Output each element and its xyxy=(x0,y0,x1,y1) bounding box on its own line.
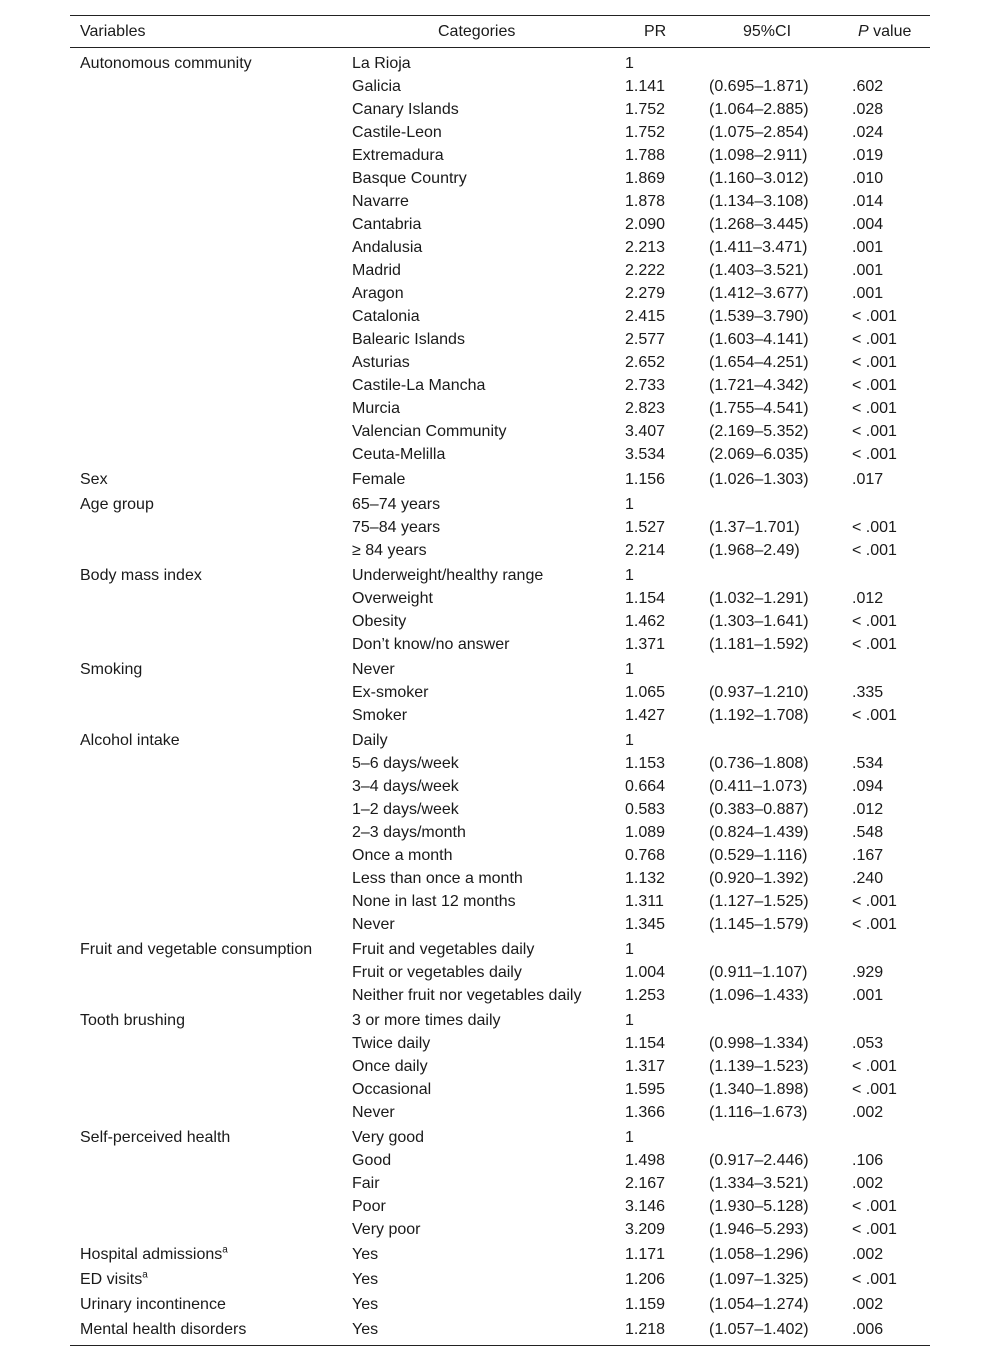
table-row xyxy=(70,167,930,190)
results-table xyxy=(70,15,930,1346)
category-cell: Yes xyxy=(352,1246,379,1263)
pr-cell: 1.171 xyxy=(625,1246,666,1263)
ci-cell: (1.968–2.49) xyxy=(709,542,800,559)
pr-cell: 1.752 xyxy=(625,101,666,118)
category-cell: Castile-La Mancha xyxy=(352,377,486,394)
pr-cell: 1.154 xyxy=(625,590,666,607)
category-cell: Fruit and vegetables daily xyxy=(352,941,535,958)
ci-cell: (1.054–1.274) xyxy=(709,1296,809,1313)
footnote-marker: a xyxy=(142,1269,148,1281)
p-value-cell: < .001 xyxy=(852,423,897,440)
variable-cell xyxy=(80,1293,226,1316)
table-row xyxy=(70,704,930,727)
p-value-cell: .001 xyxy=(852,262,884,279)
category-cell: 5–6 days/week xyxy=(352,755,459,772)
table-row xyxy=(70,844,930,867)
table-row xyxy=(70,144,930,167)
pr-cell: 1.366 xyxy=(625,1104,666,1121)
pr-cell: 1.498 xyxy=(625,1152,666,1169)
pr-cell: 2.214 xyxy=(625,542,666,559)
pr-cell: 2.415 xyxy=(625,308,666,325)
variable-label: Body mass index xyxy=(80,567,202,584)
table-row xyxy=(70,351,930,374)
ci-cell: (0.529–1.116) xyxy=(709,847,808,864)
p-value-cell: .929 xyxy=(852,964,884,981)
pr-cell: 1.004 xyxy=(625,964,666,981)
variable-label: ED visits xyxy=(80,1271,143,1288)
category-cell: Once daily xyxy=(352,1058,428,1075)
table-row xyxy=(70,397,930,420)
table-row xyxy=(70,1195,930,1218)
pr-cell: 1.371 xyxy=(625,636,666,653)
table-row xyxy=(70,75,930,98)
table-row xyxy=(70,775,930,798)
table-row xyxy=(70,587,930,610)
table-row xyxy=(70,610,930,633)
p-value-cell: .006 xyxy=(852,1321,884,1338)
table-row xyxy=(70,1268,930,1291)
category-cell: Very poor xyxy=(352,1221,421,1238)
ci-cell: (1.268–3.445) xyxy=(709,216,809,233)
category-cell: Never xyxy=(352,1104,395,1121)
ci-cell: (1.603–4.141) xyxy=(709,331,809,348)
table-row xyxy=(70,443,930,466)
category-cell: Daily xyxy=(352,732,388,749)
ci-cell: (1.127–1.525) xyxy=(709,893,809,910)
pr-cell: 1 xyxy=(625,567,634,584)
p-value-cell: .001 xyxy=(852,239,884,256)
p-value-cell: < .001 xyxy=(852,308,897,325)
ci-cell: (0.937–1.210) xyxy=(709,684,809,701)
variable-label: Fruit and vegetable consumption xyxy=(80,941,313,958)
variable-cell xyxy=(80,729,180,752)
p-value-cell: < .001 xyxy=(852,519,897,536)
variable-cell xyxy=(80,658,142,681)
pr-cell: 1.317 xyxy=(625,1058,666,1075)
ci-cell: (1.057–1.402) xyxy=(709,1321,809,1338)
p-value-cell: .002 xyxy=(852,1175,884,1192)
category-cell: Twice daily xyxy=(352,1035,431,1052)
ci-cell: (1.721–4.342) xyxy=(709,377,809,394)
ci-cell: (0.911–1.107) xyxy=(709,964,808,981)
ci-cell: (0.920–1.392) xyxy=(709,870,809,887)
category-cell: 2–3 days/month xyxy=(352,824,466,841)
table-row xyxy=(70,1126,930,1149)
p-value-cell: < .001 xyxy=(852,1058,897,1075)
variable-cell xyxy=(80,1268,148,1291)
variable-cell xyxy=(80,1126,230,1149)
table-body xyxy=(70,48,930,1345)
pr-cell: 1.141 xyxy=(625,78,666,95)
header-pr: PR xyxy=(644,23,667,40)
p-value-cell: .002 xyxy=(852,1104,884,1121)
variable-cell xyxy=(80,493,154,516)
ci-cell: (1.026–1.303) xyxy=(709,471,809,488)
ci-cell: (1.160–3.012) xyxy=(709,170,809,187)
pr-cell: 1 xyxy=(625,496,634,513)
pr-cell: 3.209 xyxy=(625,1221,666,1238)
ci-cell: (2.169–5.352) xyxy=(709,423,809,440)
p-value-cell: .002 xyxy=(852,1246,884,1263)
ci-cell: (1.058–1.296) xyxy=(709,1246,809,1263)
table-row xyxy=(70,236,930,259)
ci-cell: (1.411–3.471) xyxy=(709,239,808,256)
p-value-cell: .024 xyxy=(852,124,884,141)
category-cell: Navarre xyxy=(352,193,409,210)
p-value-cell: < .001 xyxy=(852,400,897,417)
table-row xyxy=(70,752,930,775)
pr-cell: 0.664 xyxy=(625,778,666,795)
pr-cell: 3.146 xyxy=(625,1198,666,1215)
variable-cell xyxy=(80,1243,228,1266)
ci-cell: (1.539–3.790) xyxy=(709,308,809,325)
category-cell: 1–2 days/week xyxy=(352,801,459,818)
table-row xyxy=(70,1009,930,1032)
pr-cell: 1.154 xyxy=(625,1035,666,1052)
table-row xyxy=(70,259,930,282)
pr-cell: 2.279 xyxy=(625,285,666,302)
category-cell: Andalusia xyxy=(352,239,423,256)
p-value-cell: .019 xyxy=(852,147,884,164)
p-value-cell: .001 xyxy=(852,987,884,1004)
p-value-cell: < .001 xyxy=(852,707,897,724)
p-value-cell: < .001 xyxy=(852,613,897,630)
p-value-cell: < .001 xyxy=(852,377,897,394)
p-value-cell: < .001 xyxy=(852,331,897,348)
ci-cell: (0.695–1.871) xyxy=(709,78,809,95)
p-value-cell: < .001 xyxy=(852,446,897,463)
variable-label: Urinary incontinence xyxy=(80,1296,226,1313)
header-p-rest: value xyxy=(868,23,912,40)
category-cell: Overweight xyxy=(352,590,433,607)
table-row xyxy=(70,867,930,890)
category-cell: Occasional xyxy=(352,1081,432,1098)
ci-cell: (1.134–3.108) xyxy=(709,193,809,210)
table-row xyxy=(70,468,930,491)
pr-cell: 2.090 xyxy=(625,216,666,233)
ci-cell: (0.383–0.887) xyxy=(709,801,809,818)
table-row xyxy=(70,658,930,681)
p-value-cell: .001 xyxy=(852,285,884,302)
ci-cell: (2.069–6.035) xyxy=(709,446,809,463)
ci-cell: (1.654–4.251) xyxy=(709,354,809,371)
ci-cell: (1.192–1.708) xyxy=(709,707,809,724)
pr-cell: 1.089 xyxy=(625,824,666,841)
ci-cell: (1.181–1.592) xyxy=(709,636,809,653)
category-cell: Very good xyxy=(352,1129,425,1146)
ci-cell: (1.096–1.433) xyxy=(709,987,809,1004)
variable-label: Mental health disorders xyxy=(80,1321,247,1338)
pr-cell: 2.577 xyxy=(625,331,666,348)
category-cell: Ex-smoker xyxy=(352,684,429,701)
ci-cell: (1.334–3.521) xyxy=(709,1175,809,1192)
pr-cell: 1.869 xyxy=(625,170,666,187)
pr-cell: 1 xyxy=(625,55,634,72)
table-row xyxy=(70,282,930,305)
pr-cell: 0.583 xyxy=(625,801,666,818)
variable-label: Alcohol intake xyxy=(80,732,180,749)
variable-label: Hospital admissions xyxy=(80,1246,223,1263)
header-ci: 95%CI xyxy=(743,23,792,40)
table-row xyxy=(70,121,930,144)
table-row xyxy=(70,1293,930,1316)
header-categories: Categories xyxy=(438,23,516,40)
p-value-cell: .602 xyxy=(852,78,884,95)
variable-cell xyxy=(80,1009,185,1032)
table-row xyxy=(70,633,930,656)
pr-cell: 1.462 xyxy=(625,613,666,630)
variable-label: Tooth brushing xyxy=(80,1012,185,1029)
category-cell: Never xyxy=(352,916,395,933)
category-cell: 3 or more times daily xyxy=(352,1012,501,1029)
pr-cell: 2.733 xyxy=(625,377,666,394)
header-variables: Variables xyxy=(80,23,146,40)
pr-cell: 2.167 xyxy=(625,1175,666,1192)
pr-cell: 1.427 xyxy=(625,707,666,724)
category-cell: Cantabria xyxy=(352,216,422,233)
category-cell: Fruit or vegetables daily xyxy=(352,964,522,981)
category-cell: Underweight/healthy range xyxy=(352,567,544,584)
p-value-cell: < .001 xyxy=(852,1271,897,1288)
ci-cell: (0.411–1.073) xyxy=(709,778,808,795)
table-row xyxy=(70,1318,930,1341)
pr-cell: 1.206 xyxy=(625,1271,666,1288)
ci-cell: (1.403–3.521) xyxy=(709,262,809,279)
variable-label: Self-perceived health xyxy=(80,1129,231,1146)
pr-cell: 3.534 xyxy=(625,446,666,463)
variable-cell xyxy=(80,1318,246,1341)
p-value-cell: .335 xyxy=(852,684,884,701)
category-cell: Yes xyxy=(352,1321,379,1338)
category-cell: Aragon xyxy=(352,285,404,302)
pr-cell: 1.345 xyxy=(625,916,666,933)
table-row xyxy=(70,420,930,443)
p-value-cell: < .001 xyxy=(852,354,897,371)
p-value-cell: < .001 xyxy=(852,636,897,653)
table-row xyxy=(70,328,930,351)
p-value-cell: < .001 xyxy=(852,1081,897,1098)
header-p-value xyxy=(858,23,911,41)
category-cell: Yes xyxy=(352,1271,379,1288)
ci-cell: (1.946–5.293) xyxy=(709,1221,809,1238)
category-cell: ≥ 84 years xyxy=(352,542,427,559)
table-row xyxy=(70,913,930,936)
ci-cell: (1.032–1.291) xyxy=(709,590,809,607)
variable-label: Sex xyxy=(80,471,108,488)
ci-cell: (1.139–1.523) xyxy=(709,1058,809,1075)
ci-cell: (0.736–1.808) xyxy=(709,755,809,772)
variable-label: Autonomous community xyxy=(80,55,252,72)
ci-cell: (1.116–1.673) xyxy=(709,1104,808,1121)
pr-cell: 1 xyxy=(625,732,634,749)
pr-cell: 1.218 xyxy=(625,1321,666,1338)
variable-cell xyxy=(80,52,252,75)
ci-cell: (1.930–5.128) xyxy=(709,1198,809,1215)
pr-cell: 1 xyxy=(625,661,634,678)
header-p-letter: P xyxy=(858,23,869,40)
category-cell: 75–84 years xyxy=(352,519,441,536)
p-value-cell: .053 xyxy=(852,1035,884,1052)
table-row xyxy=(70,938,930,961)
table-row xyxy=(70,1055,930,1078)
category-cell: Once a month xyxy=(352,847,453,864)
category-cell: Fair xyxy=(352,1175,380,1192)
category-cell: Female xyxy=(352,471,406,488)
table-row xyxy=(70,516,930,539)
pr-cell: 1.253 xyxy=(625,987,666,1004)
pr-cell: 1 xyxy=(625,1012,634,1029)
p-value-cell: .004 xyxy=(852,216,884,233)
category-cell: Yes xyxy=(352,1296,379,1313)
category-cell: Never xyxy=(352,661,395,678)
table-row xyxy=(70,1078,930,1101)
category-cell: La Rioja xyxy=(352,55,411,72)
category-cell: Madrid xyxy=(352,262,401,279)
p-value-cell: .017 xyxy=(852,471,884,488)
p-value-cell: .106 xyxy=(852,1152,884,1169)
footnote-marker: a xyxy=(222,1244,228,1256)
category-cell: None in last 12 months xyxy=(352,893,516,910)
variable-cell xyxy=(80,938,312,961)
table-row xyxy=(70,1032,930,1055)
table-row xyxy=(70,52,930,75)
p-value-cell: < .001 xyxy=(852,1198,897,1215)
category-cell: Balearic Islands xyxy=(352,331,465,348)
pr-cell: 1 xyxy=(625,941,634,958)
p-value-cell: < .001 xyxy=(852,542,897,559)
category-cell: 65–74 years xyxy=(352,496,441,513)
category-cell: Asturias xyxy=(352,354,410,371)
table-row xyxy=(70,190,930,213)
pr-cell: 1.065 xyxy=(625,684,666,701)
ci-cell: (1.755–4.541) xyxy=(709,400,809,417)
variable-cell xyxy=(80,564,202,587)
table-row xyxy=(70,1101,930,1124)
table-row xyxy=(70,890,930,913)
table-row xyxy=(70,213,930,236)
category-cell: Ceuta-Melilla xyxy=(352,446,446,463)
table-row xyxy=(70,681,930,704)
pr-cell: 1.153 xyxy=(625,755,666,772)
category-cell: Murcia xyxy=(352,400,401,417)
table-row xyxy=(70,305,930,328)
table-row xyxy=(70,1218,930,1241)
ci-cell: (1.098–2.911) xyxy=(709,147,808,164)
table-row xyxy=(70,984,930,1007)
ci-cell: (1.340–1.898) xyxy=(709,1081,809,1098)
p-value-cell: .534 xyxy=(852,755,884,772)
pr-cell: 1 xyxy=(625,1129,634,1146)
p-value-cell: .240 xyxy=(852,870,884,887)
pr-cell: 0.768 xyxy=(625,847,666,864)
p-value-cell: .094 xyxy=(852,778,884,795)
pr-cell: 3.407 xyxy=(625,423,666,440)
pr-cell: 1.132 xyxy=(625,870,666,887)
pr-cell: 1.878 xyxy=(625,193,666,210)
pr-cell: 2.823 xyxy=(625,400,666,417)
p-value-cell: < .001 xyxy=(852,916,897,933)
category-cell: Smoker xyxy=(352,707,408,724)
pr-cell: 1.311 xyxy=(625,893,664,910)
table-row xyxy=(70,1149,930,1172)
table-row xyxy=(70,821,930,844)
category-cell: Catalonia xyxy=(352,308,420,325)
category-cell: Valencian Community xyxy=(352,423,507,440)
bottom-rule xyxy=(70,1345,930,1346)
p-value-cell: .002 xyxy=(852,1296,884,1313)
pr-cell: 1.156 xyxy=(625,471,666,488)
pr-cell: 2.213 xyxy=(625,239,666,256)
category-cell: Galicia xyxy=(352,78,401,95)
table-row xyxy=(70,729,930,752)
category-cell: Poor xyxy=(352,1198,386,1215)
category-cell: Extremadura xyxy=(352,147,444,164)
p-value-cell: .012 xyxy=(852,590,884,607)
category-cell: Castile-Leon xyxy=(352,124,442,141)
p-value-cell: .167 xyxy=(852,847,884,864)
table-row xyxy=(70,374,930,397)
ci-cell: (1.075–2.854) xyxy=(709,124,809,141)
category-cell: Canary Islands xyxy=(352,101,459,118)
category-cell: Neither fruit nor vegetables daily xyxy=(352,987,582,1004)
category-cell: Less than once a month xyxy=(352,870,523,887)
ci-cell: (0.824–1.439) xyxy=(709,824,809,841)
p-value-cell: .028 xyxy=(852,101,884,118)
table-row xyxy=(70,98,930,121)
ci-cell: (0.917–2.446) xyxy=(709,1152,809,1169)
ci-cell: (1.37–1.701) xyxy=(709,519,800,536)
category-cell: Basque Country xyxy=(352,170,467,187)
p-value-cell: .010 xyxy=(852,170,884,187)
variable-cell xyxy=(80,468,108,491)
category-cell: Obesity xyxy=(352,613,407,630)
pr-cell: 1.159 xyxy=(625,1296,666,1313)
pr-cell: 1.527 xyxy=(625,519,666,536)
category-cell: 3–4 days/week xyxy=(352,778,459,795)
pr-cell: 1.752 xyxy=(625,124,666,141)
table-row xyxy=(70,961,930,984)
ci-cell: (1.145–1.579) xyxy=(709,916,809,933)
table-row xyxy=(70,564,930,587)
pr-cell: 2.652 xyxy=(625,354,666,371)
p-value-cell: < .001 xyxy=(852,893,897,910)
ci-cell: (1.097–1.325) xyxy=(709,1271,809,1288)
table-row xyxy=(70,1243,930,1266)
p-value-cell: .014 xyxy=(852,193,884,210)
ci-cell: (1.064–2.885) xyxy=(709,101,809,118)
pr-cell: 1.788 xyxy=(625,147,666,164)
variable-label: Age group xyxy=(80,496,154,513)
pr-cell: 2.222 xyxy=(625,262,666,279)
table-header xyxy=(70,16,930,47)
table-row xyxy=(70,493,930,516)
table-row xyxy=(70,1172,930,1195)
ci-cell: (1.303–1.641) xyxy=(709,613,809,630)
ci-cell: (0.998–1.334) xyxy=(709,1035,809,1052)
category-cell: Good xyxy=(352,1152,392,1169)
category-cell: Don’t know/no answer xyxy=(352,636,510,653)
table-row xyxy=(70,539,930,562)
p-value-cell: .548 xyxy=(852,824,884,841)
variable-label: Smoking xyxy=(80,661,143,678)
pr-cell: 1.595 xyxy=(625,1081,666,1098)
p-value-cell: .012 xyxy=(852,801,884,818)
table-row xyxy=(70,798,930,821)
p-value-cell: < .001 xyxy=(852,1221,897,1238)
ci-cell: (1.412–3.677) xyxy=(709,285,809,302)
